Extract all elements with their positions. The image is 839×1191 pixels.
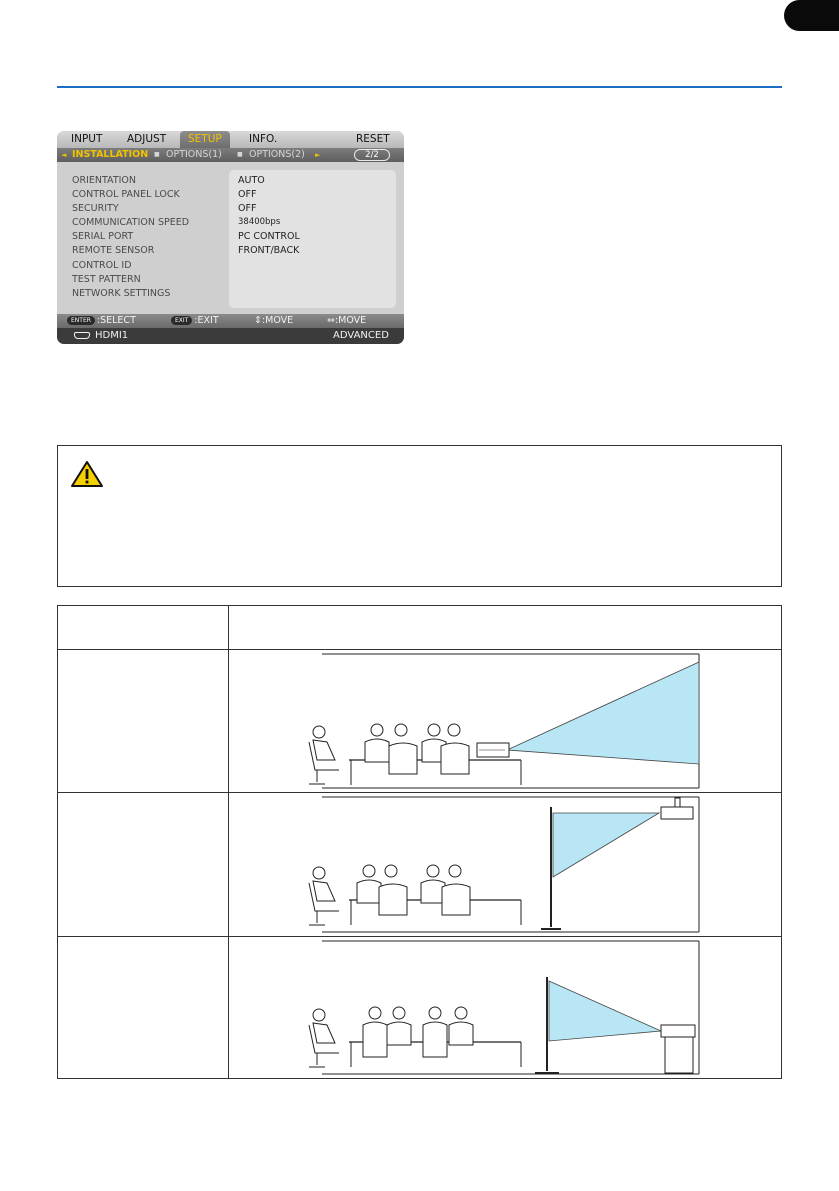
osd-item-orientation[interactable]: ORIENTATION: [72, 175, 137, 186]
orientation-table: [57, 605, 782, 1079]
warning-triangle-icon: [70, 460, 104, 488]
table-row: [229, 650, 781, 792]
osd-value-control-panel-lock: OFF: [238, 189, 257, 200]
osd-subtab-separator: ■: [237, 151, 243, 158]
caution-box: [57, 445, 782, 587]
osd-item-control-panel-lock[interactable]: CONTROL PANEL LOCK: [72, 189, 180, 200]
osd-item-remote-sensor[interactable]: REMOTE SENSOR: [72, 245, 155, 256]
osd-value-security: OFF: [238, 203, 257, 214]
ceiling-front-projection-illustration: [229, 793, 781, 936]
osd-body: [57, 162, 404, 314]
osd-tab-info[interactable]: INFO.: [249, 133, 278, 145]
osd-item-security[interactable]: SECURITY: [72, 203, 119, 214]
osd-tab-input[interactable]: INPUT: [71, 133, 103, 145]
osd-menu: [57, 131, 404, 344]
osd-footer-select-label: :SELECT: [96, 315, 136, 326]
osd-item-test-pattern[interactable]: TEST PATTERN: [72, 274, 141, 285]
osd-subtab-options1[interactable]: OPTIONS(1): [166, 149, 222, 160]
osd-subtab-left-arrow-icon[interactable]: ◄: [61, 151, 67, 159]
osd-value-orientation: AUTO: [238, 175, 265, 186]
table-row: [229, 793, 781, 936]
chapter-tab: [784, 0, 839, 31]
osd-status-source: HDMI1: [95, 330, 129, 341]
osd-value-communication-speed: 38400bps: [238, 217, 281, 227]
osd-footer-exit: [171, 315, 219, 326]
osd-page-indicator: 2/2: [354, 149, 390, 161]
osd-subtab-separator: ■: [154, 151, 160, 158]
osd-footer-move-vertical: ⇕:MOVE: [254, 315, 294, 326]
osd-subtab-installation[interactable]: INSTALLATION: [72, 149, 149, 160]
exit-key-icon: EXIT: [171, 316, 192, 325]
osd-status-mode: ADVANCED: [333, 330, 389, 341]
osd-tab-bar: [57, 131, 404, 148]
hdmi-icon: [74, 332, 90, 339]
desktop-rear-projection-illustration: [229, 937, 781, 1078]
desktop-front-projection-illustration: [229, 650, 781, 792]
osd-item-control-id[interactable]: CONTROL ID: [72, 260, 132, 271]
enter-key-icon: ENTER: [67, 316, 95, 325]
osd-tab-reset[interactable]: RESET: [356, 133, 390, 145]
osd-status-bar: [57, 328, 404, 344]
osd-subtab-right-arrow-icon[interactable]: ►: [315, 151, 321, 159]
osd-tab-adjust[interactable]: ADJUST: [127, 133, 167, 145]
osd-footer-move-horizontal: ⇔:MOVE: [327, 315, 367, 326]
osd-subtab-bar: [57, 148, 404, 162]
osd-footer-select: [67, 315, 136, 326]
header-rule: [57, 86, 782, 88]
osd-footer: [57, 314, 404, 328]
osd-footer-exit-label: :EXIT: [194, 315, 219, 326]
osd-item-network-settings[interactable]: NETWORK SETTINGS: [72, 288, 171, 299]
osd-item-serial-port[interactable]: SERIAL PORT: [72, 231, 134, 242]
osd-value-serial-port: PC CONTROL: [238, 231, 300, 242]
osd-tab-setup[interactable]: SETUP: [180, 131, 230, 148]
osd-value-remote-sensor: FRONT/BACK: [238, 245, 300, 256]
table-row: [229, 937, 781, 1078]
osd-item-communication-speed[interactable]: COMMUNICATION SPEED: [72, 217, 190, 228]
osd-subtab-options2[interactable]: OPTIONS(2): [249, 149, 305, 160]
